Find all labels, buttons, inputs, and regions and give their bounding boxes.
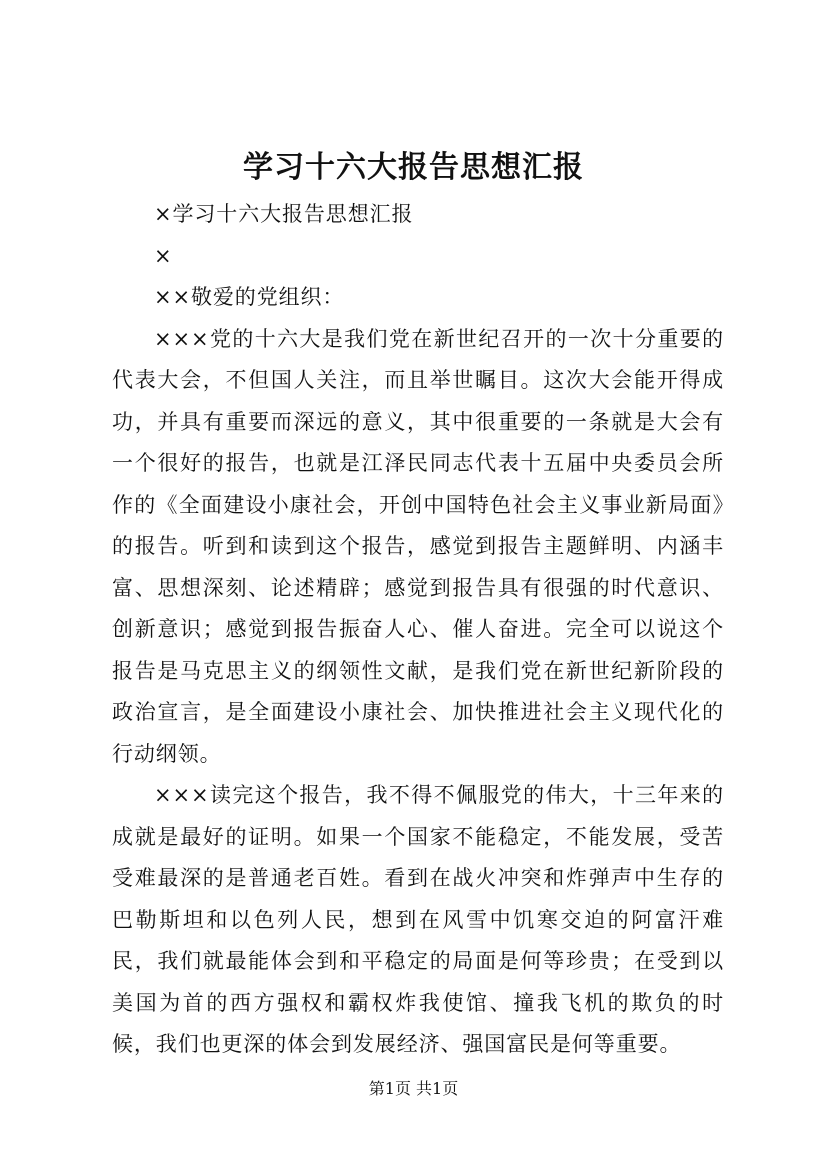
- body-paragraph: ×××读完这个报告，我不得不佩服党的伟大，十三年来的成就是最好的证明。如果一个国家不能稳定，不能发展，受苦受难最深的是普通老百姓。看到在战火冲突和炸弹声中生存的巴勒斯坦和以色列人民，想到在风雪中饥寒交迫的阿富汗难民，我们就最能体会到和平稳定的局面是何等珍贵；在受到以美国为首的西方强权和霸权炸我使馆、撞我飞机的欺负的时候，我们也更深的体会到发展经济、强国富民是何等重要。: [112, 783, 724, 1056]
- page-footer: 第1页 共1页: [368, 1079, 459, 1098]
- document-body: [112, 194, 724, 1066]
- salutation-line: ××敬爱的党组织：: [154, 285, 345, 309]
- body-paragraph: ×××党的十六大是我们党在新世纪召开的一次十分重要的代表大会，不但国人关注，而且举世瞩目。这次大会能开得成功，并具有重要而深远的意义，其中很重要的一条就是大会有一个很好的报告，也就是江泽民同志代表十五届中央委员会所作的《全面建设小康社会，开创中国特色社会主义事业新局面》的报告。听到和读到这个报告，感觉到报告主题鲜明、内涵丰富、思想深刻、论述精辟；感觉到报告具有很强的时代意识、创新意识；感觉到报告振奋人心、催人奋进。完全可以说这个报告是马克思主义的纲领性文献，是我们党在新世纪新阶段的政治宣言，是全面建设小康社会、加快推进社会主义现代化的行动纲领。: [112, 326, 724, 766]
- document-title: 学习十六大报告思想汇报: [243, 150, 584, 185]
- subtitle-line: ×学习十六大报告思想汇报: [154, 202, 414, 226]
- placeholder-line: ×: [154, 243, 173, 268]
